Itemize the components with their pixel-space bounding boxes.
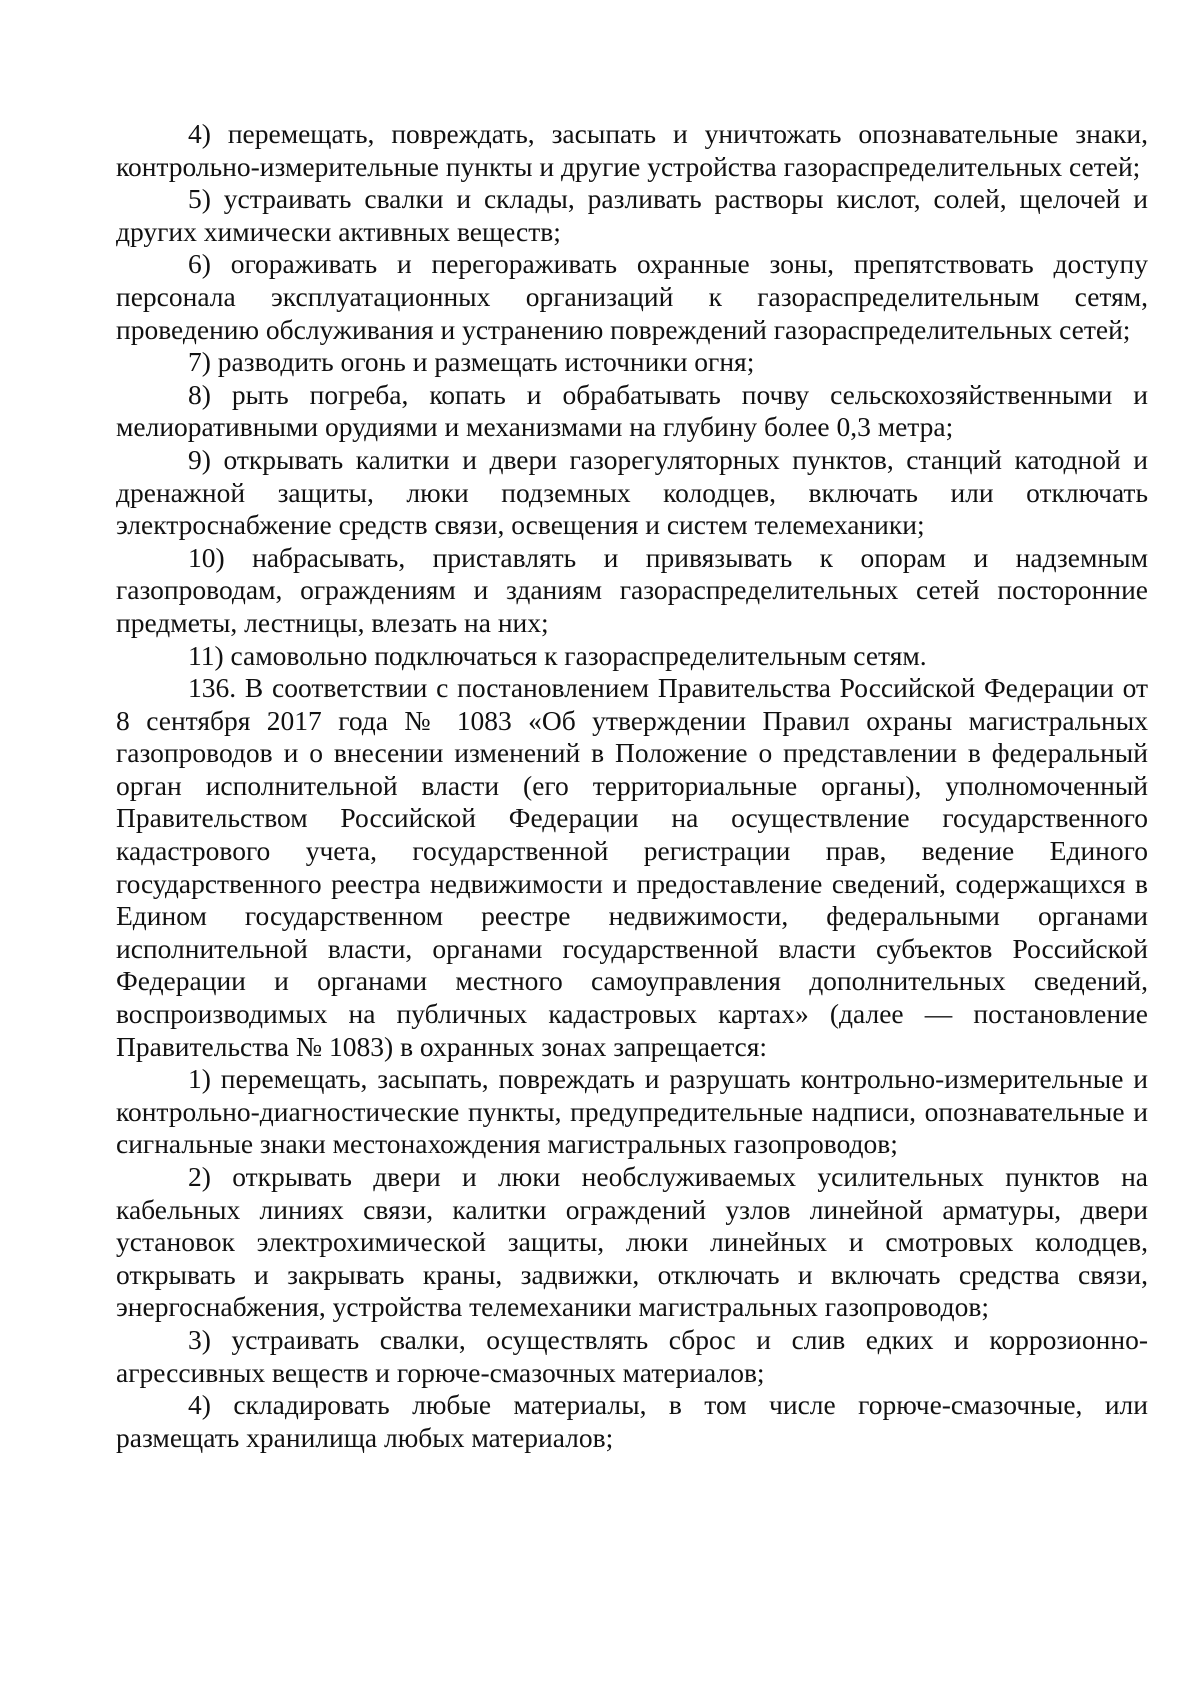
paragraph-subitem-3: 3) устраивать свалки, осуществлять сброс и слив едких и коррозионно-агрессивных веществ и горюче-смазочных материалов;: [116, 1323, 1148, 1388]
paragraph-item-7: 7) разводить огонь и размещать источники огня;: [188, 346, 755, 378]
paragraph-section-136: 136. В соответствии с постановлением Правительства Российской Федерации от 8 сентября 2017 года № 1083 «Об утверждении Правил охраны магистральных газопроводов и о внесении изменений в Положение о представлении в федеральный орган исполнительной власти (его территориальные органы), уполномоченный Правительством Российской Федерации на осуществление государственного кадастрового учета, государственной регистрации прав, ведение Единого государственного реестра недвижимости и предоставление сведений, содержащихся в Едином государственном реестре недвижимости, федеральными органами исполнительной власти, органами государственной власти субъектов Российской Федерации и органами местного самоуправления дополнительных сведений, воспроизводимых на публичных кадастровых картах» (далее — постановление Правительства № 1083) в охранных зонах запрещается:: [116, 672, 1148, 1062]
paragraph-item-4: 4) перемещать, повреждать, засыпать и уничтожать опознавательные знаки, контрольно-измерительные пункты и другие устройства газораспределительных сетей;: [116, 118, 1148, 182]
paragraph-item-9: 9) открывать калитки и двери газорегуляторных пунктов, станций катодной и дренажной защиты, люки подземных колодцев, включать или отключать электроснабжение средств связи, освещения и систем телемеханики;: [116, 443, 1148, 541]
paragraph-item-6: 6) огораживать и перегораживать охранные зоны, препятствовать доступу персонала эксплуатационных организаций к газораспределительным сетям, проведению обслуживания и устранению повреждений газораспределительных сетей;: [116, 248, 1148, 345]
paragraph-subitem-1: 1) перемещать, засыпать, повреждать и разрушать контрольно-измерительные и контрольно-диагностические пункты, предупредительные надписи, опознавательные и сигнальные знаки местонахождения магистральных газопроводов;: [116, 1063, 1148, 1160]
paragraph-item-8: 8) рыть погреба, копать и обрабатывать почву сельскохозяйственными и мелиоративными орудиями и механизмами на глубину более 0,3 метра;: [116, 378, 1148, 443]
paragraph-item-5: 5) устраивать свалки и склады, разливать растворы кислот, солей, щелочей и других химически активных веществ;: [116, 183, 1148, 247]
document-body: [116, 118, 1148, 1454]
paragraph-subitem-4: 4) складировать любые материалы, в том числе горюче-смазочные, или размещать хранилища любых материалов;: [116, 1389, 1148, 1453]
paragraph-subitem-2: 2) открывать двери и люки необслуживаемых усилительных пунктов на кабельных линиях связи, калитки ограждений узлов линейной арматуры, двери установок электрохимической защиты, люки линейных и смотровых колодцев, открывать и закрывать краны, задвижки, отключать и включать средства связи, энергоснабжения, устройства телемеханики магистральных газопроводов;: [116, 1161, 1148, 1323]
paragraph-item-10: 10) набрасывать, приставлять и привязывать к опорам и надземным газопроводам, ограждениям и зданиям газораспределительных сетей посторонние предметы, лестницы, влезать на них;: [116, 541, 1148, 638]
paragraph-item-11: 11) самовольно подключаться к газораспределительным сетям.: [188, 639, 927, 671]
